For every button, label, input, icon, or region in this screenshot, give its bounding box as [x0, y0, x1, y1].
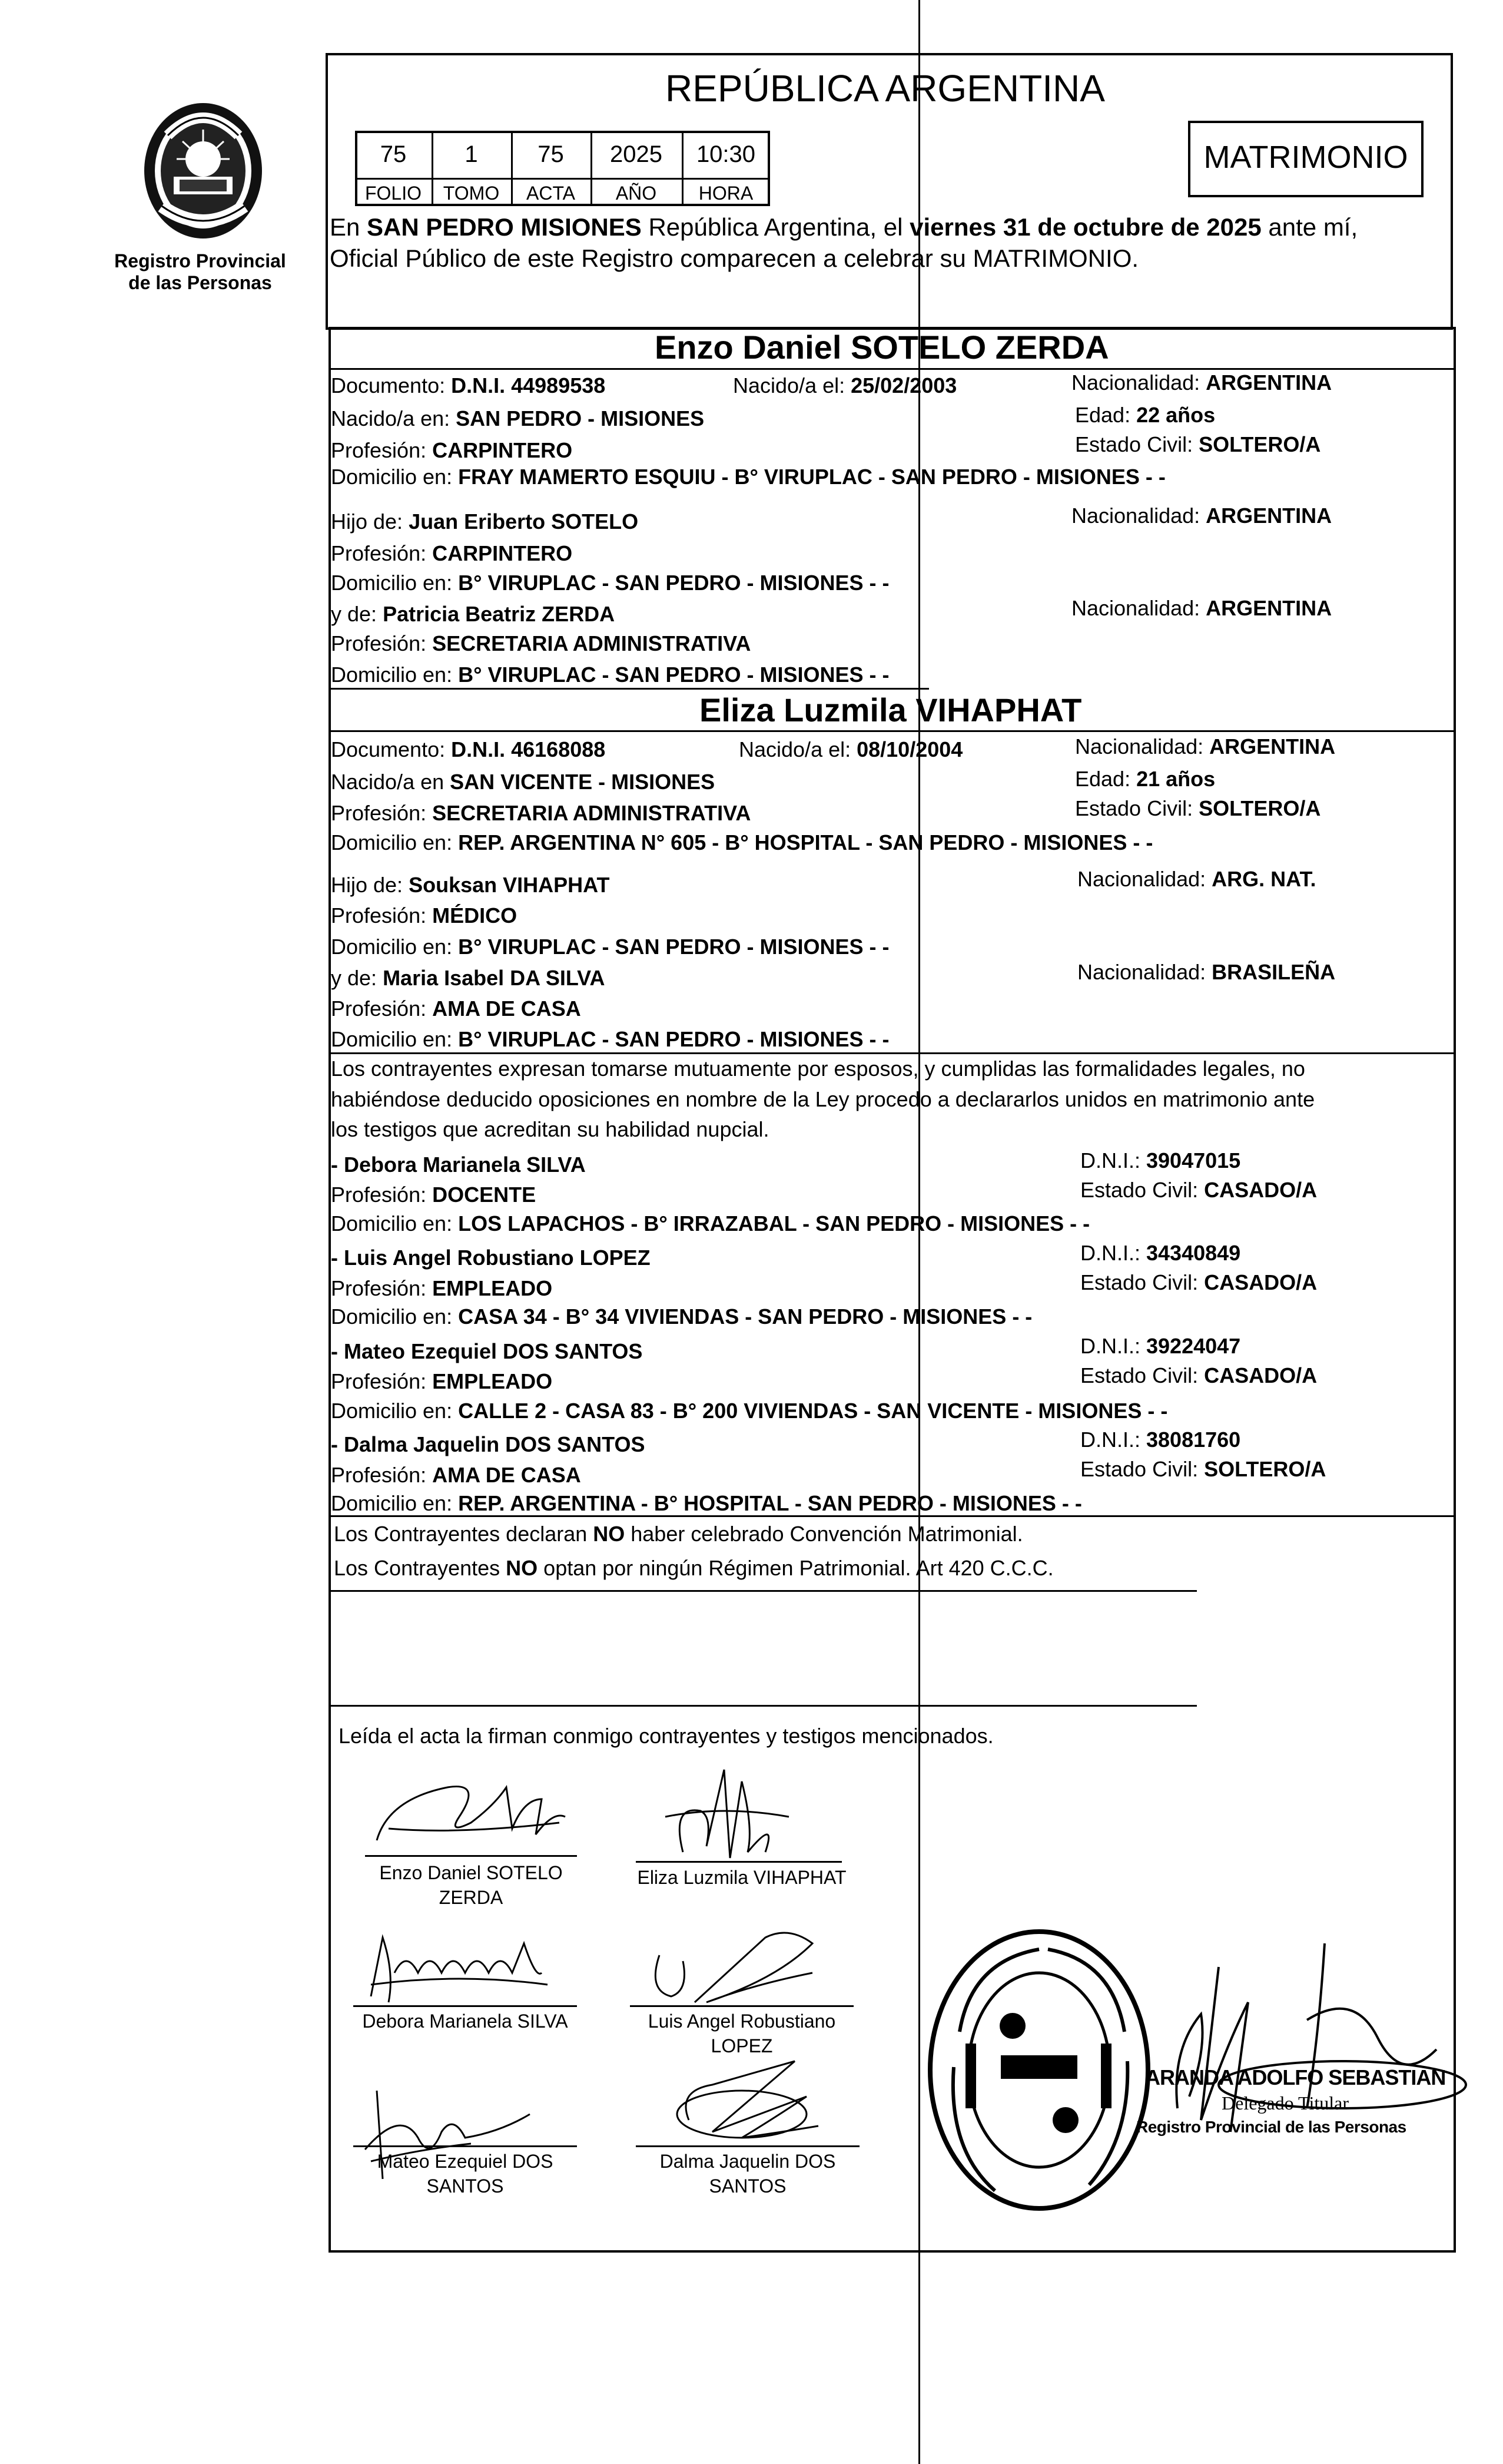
witness-profesion	[331, 1184, 536, 1205]
spouse1-mother-nacionalidad	[1071, 598, 1332, 619]
official-seal-icon	[924, 1926, 1154, 2214]
father-name: Juan Eriberto SOTELO	[409, 509, 639, 534]
intro-date: viernes 31 de octubre de 2025	[910, 213, 1262, 241]
dni-value: 39047015	[1146, 1148, 1241, 1173]
profesion-label: Profesión:	[331, 631, 433, 655]
section-divider	[329, 688, 929, 690]
nacionalidad-value: BRASILEÑA	[1212, 960, 1336, 984]
profesion-label: Profesión:	[331, 1276, 433, 1300]
nacionalidad-value: ARGENTINA	[1206, 596, 1332, 620]
nacionalidad-label: Nacionalidad:	[1071, 596, 1206, 620]
witness-name: - Luis Angel Robustiano LOPEZ	[331, 1246, 651, 1270]
witness-estado	[1080, 1459, 1326, 1480]
intro-mid: República Argentina, el	[641, 213, 910, 241]
section-divider	[329, 1705, 1197, 1707]
profesion-label: Profesión:	[331, 801, 433, 825]
spouse2-father-profesion	[331, 905, 517, 926]
domicilio-label: Domicilio en:	[331, 1304, 459, 1329]
nacionalidad-value: ARGENTINA	[1206, 370, 1332, 395]
profesion-label: Profesión:	[331, 1369, 433, 1393]
spouse1-mother-profesion	[331, 633, 751, 654]
signature-caption-line2: SANTOS	[426, 2175, 504, 2197]
nacionalidad-value: ARGENTINA	[1206, 504, 1332, 528]
dni-label: D.N.I.:	[1080, 1334, 1147, 1358]
signature-caption-line1: Luis Angel Robustiano	[648, 2011, 836, 2032]
spouse1-father-profesion	[331, 543, 572, 564]
convention-line1-post: haber celebrado Convención Matrimonial.	[625, 1522, 1023, 1546]
domicilio-value: REP. ARGENTINA - B° HOSPITAL - SAN PEDRO - MISIONES - -	[458, 1491, 1082, 1515]
domicilio-value: B° VIRUPLAC - SAN PEDRO - MISIONES - -	[458, 1027, 890, 1051]
witness-dni	[1080, 1336, 1240, 1357]
nacido-el-label: Nacido/a el:	[739, 737, 857, 761]
nacionalidad-label: Nacionalidad:	[1071, 504, 1206, 528]
edad-label: Edad:	[1075, 767, 1137, 791]
estado-label: Estado Civil:	[1080, 1457, 1205, 1481]
witness-dni	[1080, 1429, 1240, 1450]
profesion-value: MÉDICO	[432, 903, 517, 928]
official-office: Registro Provincial de las Personas	[1136, 2118, 1406, 2136]
convention-line1-pre: Los Contrayentes declaran	[334, 1522, 593, 1546]
documento-label: Documento:	[331, 373, 452, 398]
dni-value: 34340849	[1146, 1241, 1241, 1265]
signature-caption	[347, 2009, 583, 2034]
spouse1-father-domicilio	[331, 572, 890, 594]
signature-line	[636, 2145, 860, 2147]
spouse1-nacido-el	[733, 375, 957, 396]
intro-line1	[330, 215, 1358, 240]
profesion-value: DOCENTE	[432, 1183, 536, 1207]
profesion-label: Profesión:	[331, 996, 433, 1021]
section-divider	[329, 1515, 1456, 1517]
signature-caption-line1: Debora Marianela SILVA	[362, 2011, 568, 2032]
witness-name: - Debora Marianela SILVA	[331, 1152, 586, 1177]
signature-caption-line1: Dalma Jaquelin DOS	[659, 2151, 836, 2172]
convention-line2	[334, 1558, 1054, 1579]
official-title: Delegado Titular	[1222, 2092, 1349, 2114]
domicilio-label: Domicilio en:	[331, 1491, 459, 1515]
signature-line	[630, 2005, 854, 2007]
domicilio-label: Domicilio en:	[331, 571, 459, 595]
nacionalidad-label: Nacionalidad:	[1075, 734, 1210, 759]
signature-caption	[353, 1861, 589, 1910]
convention-line1-no: NO	[593, 1522, 625, 1546]
handwritten-signature-icon	[365, 1764, 577, 1852]
signature-caption	[624, 1866, 860, 1890]
province-coat-of-arms-icon	[127, 88, 280, 247]
spouse2-domicilio	[331, 832, 1153, 853]
witness-domicilio	[331, 1213, 1090, 1234]
nacido-el-value: 25/02/2003	[851, 373, 957, 398]
acta-value: 75	[538, 141, 564, 167]
profesion-value: AMA DE CASA	[432, 996, 581, 1021]
spouse1-father-nacionalidad	[1071, 505, 1332, 526]
profesion-value: EMPLEADO	[432, 1369, 553, 1393]
profesion-label: Profesión:	[331, 438, 433, 462]
spouse2-mother-profesion	[331, 998, 581, 1019]
witness-profesion	[331, 1278, 552, 1299]
estado-value: SOLTERO/A	[1199, 796, 1321, 820]
profesion-label: Profesión:	[331, 1183, 433, 1207]
convention-line2-pre: Los Contrayentes	[334, 1556, 506, 1580]
page-title: REPÚBLICA ARGENTINA	[665, 67, 1105, 110]
hora-label: HORA	[698, 183, 754, 204]
declaration-line3: los testigos que acreditan su habilidad nupcial.	[331, 1117, 769, 1141]
folio-value: 75	[380, 141, 407, 167]
nacido-el-value: 08/10/2004	[857, 737, 963, 761]
spouse2-mother-domicilio	[331, 1029, 890, 1050]
profesion-value: SECRETARIA ADMINISTRATIVA	[432, 631, 751, 655]
closing-text: Leída el acta la firman conmigo contrayentes y testigos mencionados.	[339, 1724, 994, 1748]
domicilio-value: B° VIRUPLAC - SAN PEDRO - MISIONES - -	[458, 663, 890, 687]
witness-estado	[1080, 1272, 1317, 1293]
registration-table	[355, 131, 770, 206]
signature-line	[365, 1855, 577, 1857]
spouse1-nacionalidad	[1071, 372, 1332, 393]
estado-label: Estado Civil:	[1080, 1270, 1205, 1294]
edad-label: Edad:	[1075, 403, 1137, 427]
nacido-en-value: SAN VICENTE - MISIONES	[450, 770, 715, 794]
spouse1-documento	[331, 375, 605, 396]
witness-domicilio	[331, 1306, 1032, 1327]
spouse2-name: Eliza Luzmila VIHAPHAT	[699, 691, 1082, 728]
mother-label: y de:	[331, 966, 383, 990]
registration-table-divider	[355, 178, 770, 180]
spouse2-name-underline	[329, 730, 1456, 732]
hora-value: 10:30	[696, 141, 756, 167]
convention-line2-post: optan por ningún Régimen Patrimonial. Art 420 C.C.C.	[538, 1556, 1054, 1580]
profesion-value: CARPINTERO	[432, 541, 573, 565]
registry-caption-line1: Registro Provincial	[114, 250, 286, 271]
spouse2-mother-nacionalidad	[1077, 962, 1335, 983]
domicilio-label: Domicilio en:	[331, 465, 459, 489]
domicilio-label: Domicilio en:	[331, 663, 459, 687]
signature-caption	[347, 2150, 583, 2198]
spouse1-mother	[331, 604, 615, 625]
father-name: Souksan VIHAPHAT	[409, 873, 610, 897]
profesion-value: SECRETARIA ADMINISTRATIVA	[432, 801, 751, 825]
witness-domicilio	[331, 1400, 1167, 1422]
signature-caption-line2: ZERDA	[439, 1886, 503, 1908]
intro-pre: En	[330, 213, 367, 241]
profesion-label: Profesión:	[331, 903, 433, 928]
dni-label: D.N.I.:	[1080, 1148, 1147, 1173]
spouse2-nacionalidad	[1075, 736, 1335, 757]
estado-value: CASADO/A	[1204, 1178, 1318, 1202]
handwritten-signature-icon	[653, 2049, 830, 2150]
spouse2-estado	[1075, 798, 1320, 819]
spouse1-domicilio	[331, 466, 1166, 488]
domicilio-label: Domicilio en:	[331, 935, 459, 959]
spouse1-edad	[1075, 405, 1215, 426]
witness-domicilio	[331, 1493, 1082, 1514]
nacionalidad-value: ARG. NAT.	[1212, 867, 1316, 891]
edad-value: 22 años	[1136, 403, 1216, 427]
estado-label: Estado Civil:	[1080, 1178, 1205, 1202]
documento-value: D.N.I. 44989538	[451, 373, 606, 398]
dni-value: 38081760	[1146, 1428, 1241, 1452]
registry-caption	[88, 250, 312, 294]
nacionalidad-label: Nacionalidad:	[1077, 960, 1212, 984]
domicilio-label: Domicilio en:	[331, 1211, 459, 1236]
signature-caption-line2: LOPEZ	[711, 2035, 773, 2056]
signature-line	[636, 1861, 842, 1863]
father-label: Hijo de:	[331, 509, 409, 534]
official-name: ARANDA ADOLFO SEBASTIAN	[1145, 2065, 1446, 2089]
estado-value: CASADO/A	[1204, 1363, 1318, 1387]
handwritten-signature-icon	[636, 1920, 848, 2014]
spouse2-profesion	[331, 803, 751, 824]
witness-profesion	[331, 1465, 581, 1486]
nacido-en-value: SAN PEDRO - MISIONES	[456, 406, 705, 430]
spouse1-name: Enzo Daniel SOTELO ZERDA	[655, 329, 1109, 366]
signature-caption-line1: Enzo Daniel SOTELO	[379, 1862, 563, 1883]
nacionalidad-label: Nacionalidad:	[1077, 867, 1212, 891]
witness-name: - Dalma Jaquelin DOS SANTOS	[331, 1432, 645, 1456]
signature-caption-line1: Eliza Luzmila VIHAPHAT	[637, 1867, 847, 1888]
intro-place: SAN PEDRO MISIONES	[367, 213, 642, 241]
section-divider	[329, 1052, 1456, 1054]
domicilio-value: B° VIRUPLAC - SAN PEDRO - MISIONES - -	[458, 571, 890, 595]
acta-label: ACTA	[526, 183, 575, 204]
signature-caption-line2: SANTOS	[709, 2175, 787, 2197]
spouse2-documento	[331, 739, 605, 760]
registry-logo	[127, 88, 280, 247]
estado-label: Estado Civil:	[1075, 432, 1199, 456]
handwritten-signature-icon	[648, 1758, 812, 1870]
domicilio-label: Domicilio en:	[331, 1399, 459, 1423]
profesion-value: CARPINTERO	[432, 438, 573, 462]
domicilio-label: Domicilio en:	[331, 1027, 459, 1051]
tomo-value: 1	[464, 141, 478, 167]
tomo-label: TOMO	[443, 183, 500, 204]
section-divider	[329, 1590, 1197, 1592]
spouse1-name-underline	[329, 368, 1456, 370]
spouse2-nacido-en	[331, 771, 715, 793]
folio-label: FOLIO	[364, 183, 422, 204]
dni-label: D.N.I.:	[1080, 1428, 1147, 1452]
domicilio-value: REP. ARGENTINA N° 605 - B° HOSPITAL - SAN PEDRO - MISIONES - -	[458, 830, 1153, 855]
convention-line1	[334, 1524, 1023, 1545]
nacido-el-label: Nacido/a el:	[733, 373, 851, 398]
spouse1-father	[331, 511, 638, 532]
estado-label: Estado Civil:	[1075, 796, 1199, 820]
declaration-line2: habiéndose deducido oposiciones en nombre de la Ley procedo a declararlos unidos en matrimonio ante	[331, 1087, 1315, 1111]
witness-name: - Mateo Ezequiel DOS SANTOS	[331, 1339, 643, 1363]
convention-line2-no: NO	[506, 1556, 538, 1580]
domicilio-label: Domicilio en:	[331, 830, 459, 855]
signature-line	[353, 2005, 577, 2007]
witness-profesion	[331, 1371, 552, 1392]
witness-estado	[1080, 1365, 1317, 1386]
witness-dni	[1080, 1243, 1240, 1264]
nacionalidad-label: Nacionalidad:	[1071, 370, 1206, 395]
spouse1-nacido-en	[331, 408, 704, 429]
spouse2-nacido-el	[739, 739, 963, 760]
estado-value: SOLTERO/A	[1204, 1457, 1326, 1481]
documento-label: Documento:	[331, 737, 452, 761]
mother-label: y de:	[331, 602, 383, 626]
witness-estado	[1080, 1180, 1317, 1201]
domicilio-value: LOS LAPACHOS - B° IRRAZABAL - SAN PEDRO - MISIONES - -	[458, 1211, 1090, 1236]
estado-value: CASADO/A	[1204, 1270, 1318, 1294]
signature-caption	[630, 2150, 865, 2198]
domicilio-value: B° VIRUPLAC - SAN PEDRO - MISIONES - -	[458, 935, 890, 959]
doc-type-label: MATRIMONIO	[1203, 140, 1408, 175]
anio-value: 2025	[610, 141, 662, 167]
intro-line2: Oficial Público de este Registro comparecen a celebrar su MATRIMONIO.	[330, 244, 1139, 272]
nacido-en-label: Nacido/a en	[331, 770, 450, 794]
domicilio-value: CASA 34 - B° 34 VIVIENDAS - SAN PEDRO - MISIONES - -	[458, 1304, 1033, 1329]
profesion-label: Profesión:	[331, 1463, 433, 1487]
spouse2-father-domicilio	[331, 936, 890, 958]
declaration-line1: Los contrayentes expresan tomarse mutuamente por esposos, y cumplidas las formalidades legales, no	[331, 1057, 1305, 1081]
spouse2-mother	[331, 968, 605, 989]
witness-dni	[1080, 1150, 1240, 1171]
anio-label: AÑO	[615, 183, 657, 204]
spouse2-father-nacionalidad	[1077, 869, 1316, 890]
dni-label: D.N.I.:	[1080, 1241, 1147, 1265]
signature-caption-line1: Mateo Ezequiel DOS	[377, 2151, 553, 2172]
profesion-value: EMPLEADO	[432, 1276, 553, 1300]
nacionalidad-value: ARGENTINA	[1209, 734, 1336, 759]
spouse1-estado	[1075, 434, 1320, 455]
signature-line	[353, 2145, 577, 2147]
spouse2-edad	[1075, 769, 1215, 790]
edad-value: 21 años	[1136, 767, 1216, 791]
father-label: Hijo de:	[331, 873, 409, 897]
mother-name: Patricia Beatriz ZERDA	[383, 602, 615, 626]
domicilio-value: FRAY MAMERTO ESQUIU - B° VIRUPLAC - SAN PEDRO - MISIONES - -	[458, 465, 1166, 489]
estado-label: Estado Civil:	[1080, 1363, 1205, 1387]
spouse1-mother-domicilio	[331, 664, 890, 685]
profesion-value: AMA DE CASA	[432, 1463, 581, 1487]
domicilio-value: CALLE 2 - CASA 83 - B° 200 VIVIENDAS - SAN VICENTE - MISIONES - -	[458, 1399, 1168, 1423]
profesion-label: Profesión:	[331, 541, 433, 565]
nacido-en-label: Nacido/a en:	[331, 406, 456, 430]
spouse2-father	[331, 875, 609, 896]
spouse1-profesion	[331, 440, 572, 461]
documento-value: D.N.I. 46168088	[451, 737, 606, 761]
mother-name: Maria Isabel DA SILVA	[383, 966, 605, 990]
estado-value: SOLTERO/A	[1199, 432, 1321, 456]
registry-caption-line2: de las Personas	[128, 271, 272, 293]
intro-end: ante mí,	[1261, 213, 1358, 241]
dni-value: 39224047	[1146, 1334, 1241, 1358]
handwritten-signature-icon	[359, 1926, 559, 2014]
